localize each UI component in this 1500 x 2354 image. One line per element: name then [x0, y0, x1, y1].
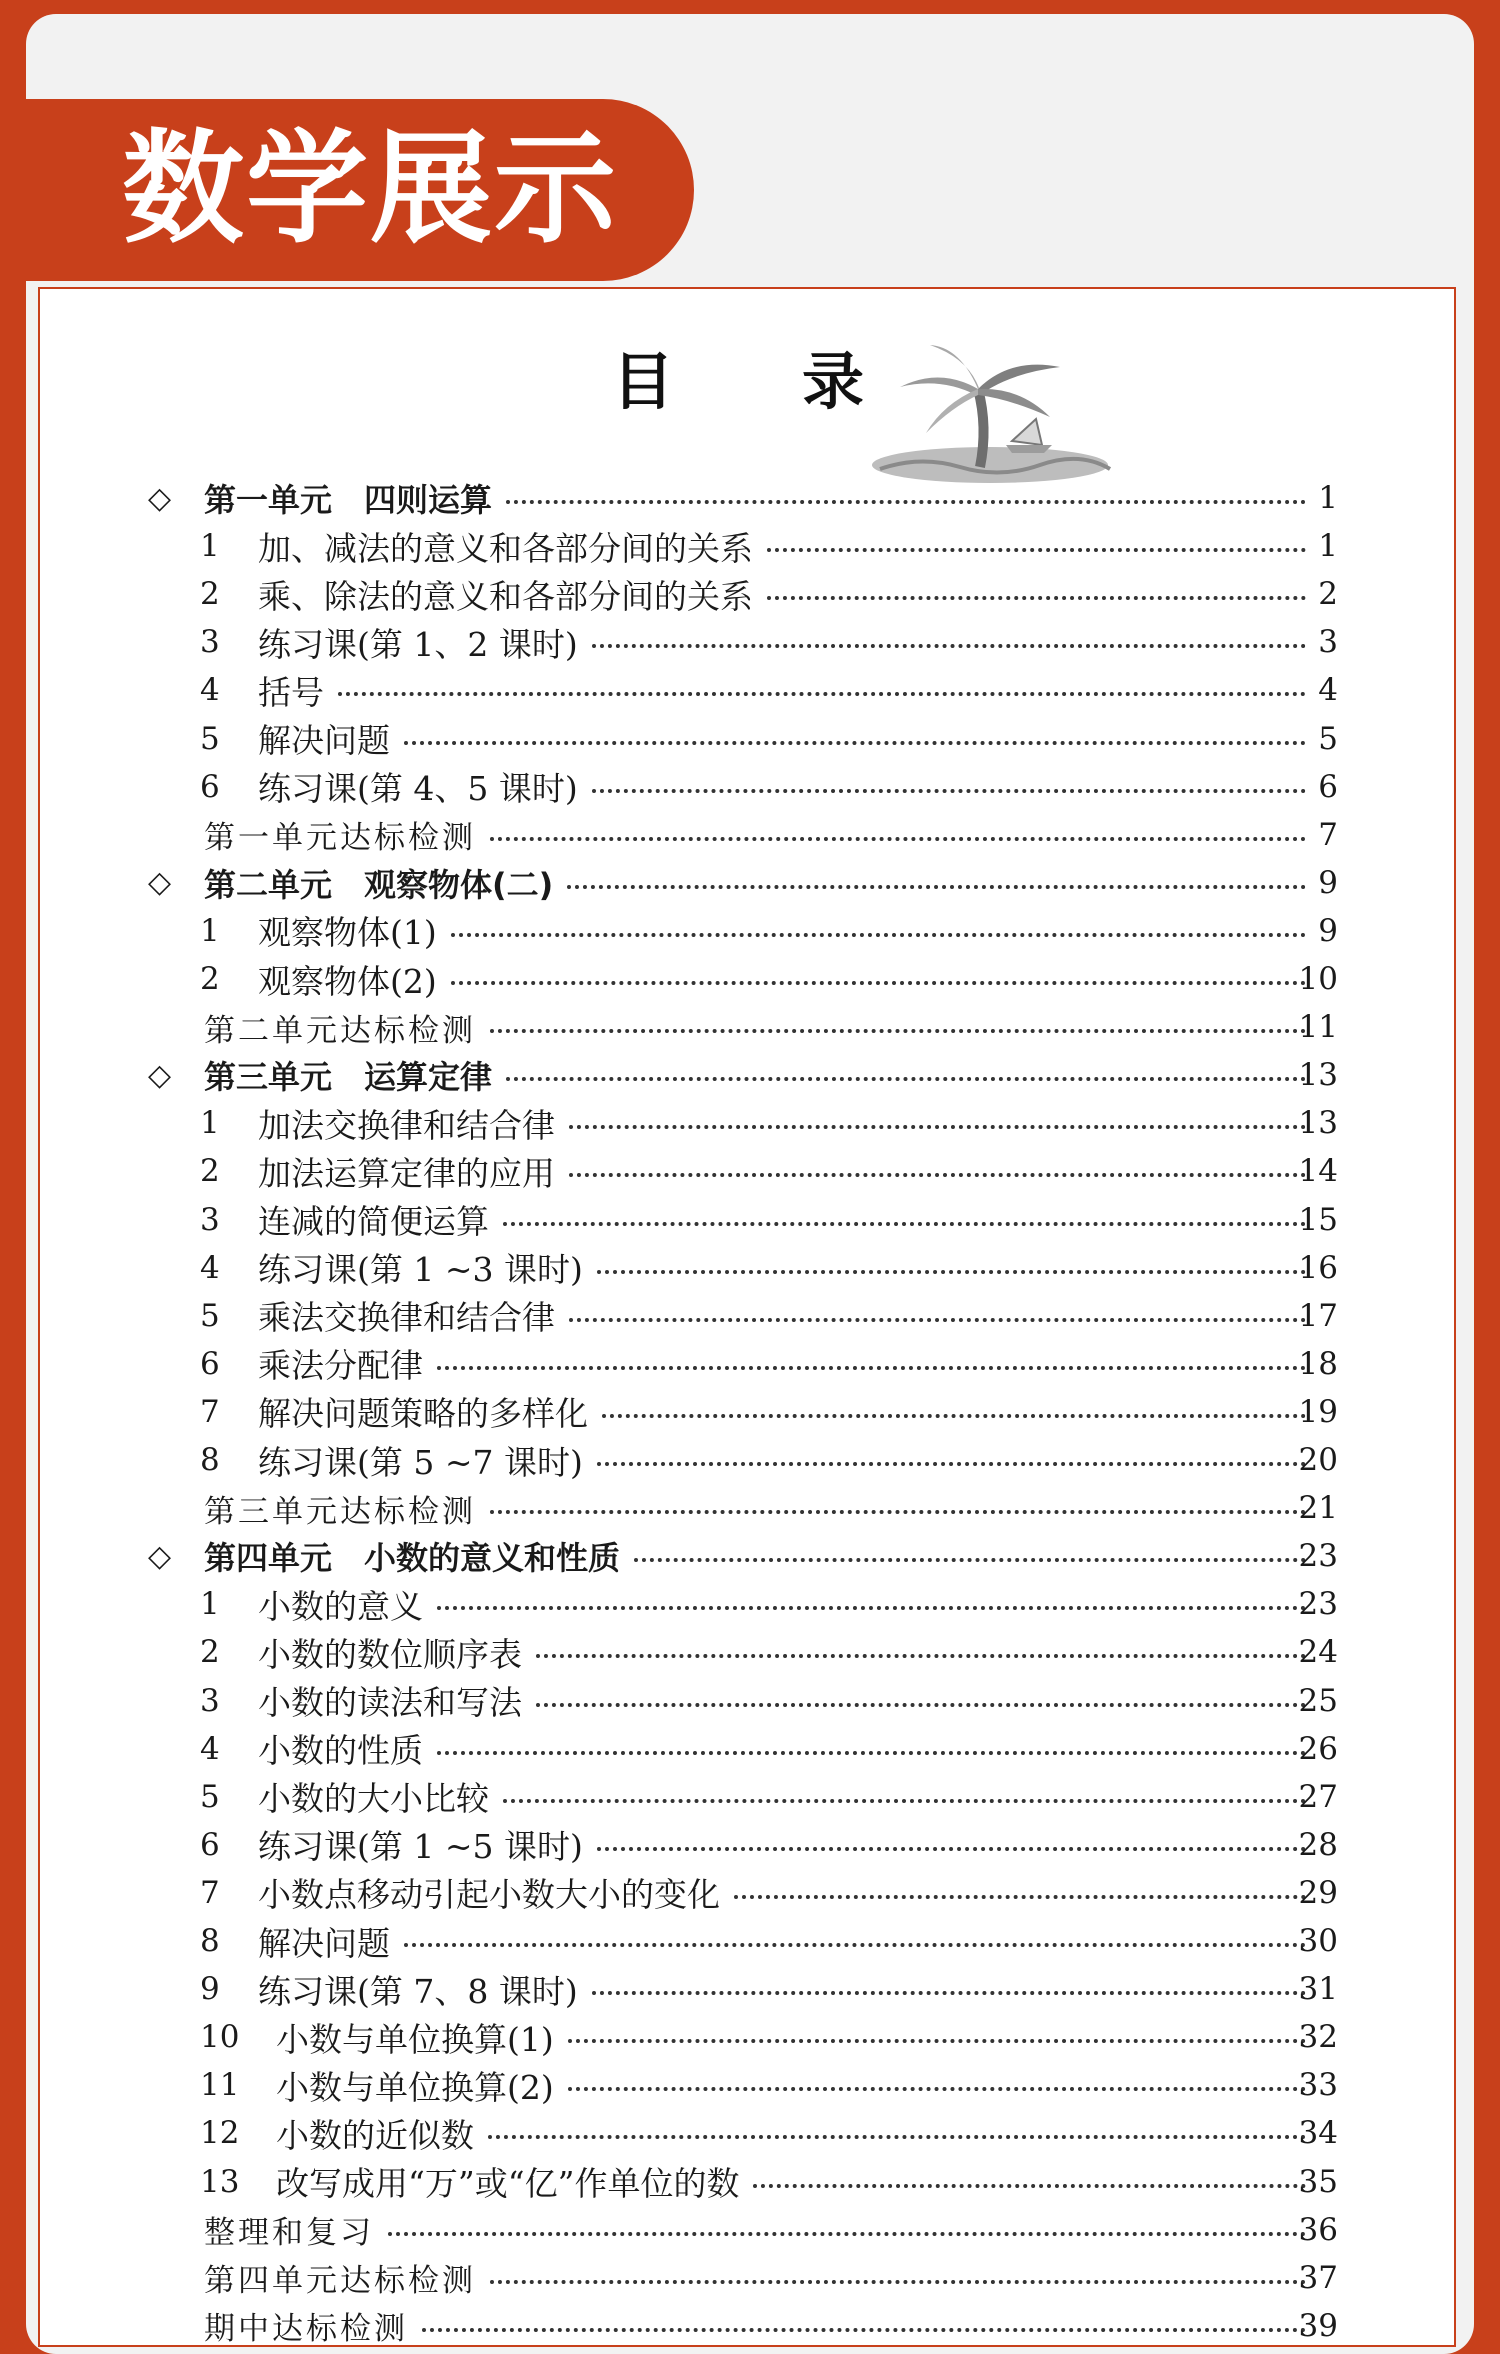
- toc-row-page: 20: [1298, 1442, 1338, 1478]
- toc-row-number: 7: [200, 1393, 220, 1430]
- toc-row-page: 6: [1318, 768, 1338, 805]
- toc-row-number: 2: [200, 576, 220, 613]
- unit-diamond-icon: ◇: [148, 865, 172, 901]
- toc-row[interactable]: [40, 1147, 1458, 1195]
- toc-row-title: 改写成用“万”或“亿”作单位的数: [276, 2164, 740, 2203]
- toc-row-number: 8: [200, 1923, 220, 1959]
- toc-row[interactable]: [40, 763, 1458, 811]
- toc-leader-dots: [569, 1125, 1306, 1129]
- toc-leader-dots: [404, 1943, 1306, 1947]
- toc-row-title: 小数点移动引起小数大小的变化: [258, 1875, 720, 1915]
- toc-row-number: 6: [200, 768, 220, 805]
- toc-row-title: 练习课(第 1 ~5 课时): [258, 1827, 583, 1867]
- toc-row-number: 4: [200, 1730, 220, 1767]
- toc-row-title: 第一单元达标检测: [204, 820, 476, 857]
- toc-row-page: 34: [1298, 2115, 1338, 2152]
- toc-leader-dots: [597, 1847, 1306, 1851]
- toc-leader-dots: [422, 2328, 1306, 2332]
- toc-row-title: 乘法交换律和结合律: [258, 1298, 555, 1338]
- toc-row[interactable]: [40, 955, 1458, 1003]
- toc-heading-char-2: 录: [802, 345, 865, 418]
- toc-leader-dots: [506, 1077, 1306, 1081]
- toc-row-title: 小数与单位换算(2): [276, 2067, 554, 2107]
- toc-row-number: 5: [200, 720, 220, 757]
- toc-row-title: 期中达标检测: [204, 2311, 408, 2348]
- toc-row-page: 32: [1298, 2019, 1338, 2056]
- toc-row-page: 5: [1318, 720, 1338, 757]
- toc-row-title: 整理和复习: [204, 2215, 374, 2252]
- toc-row-number: 3: [200, 624, 220, 661]
- toc-row[interactable]: [40, 2158, 1458, 2206]
- toc-row-title: 练习课(第 1 ~3 课时): [258, 1250, 583, 1290]
- toc-leader-dots: [569, 1173, 1306, 1177]
- toc-row-number: 4: [200, 672, 220, 709]
- toc-row-page: 25: [1298, 1682, 1338, 1719]
- toc-row[interactable]: [40, 1821, 1458, 1869]
- toc-row-title: 加法交换律和结合律: [258, 1105, 555, 1145]
- toc-row-page: 1: [1318, 480, 1338, 516]
- toc-leader-dots: [490, 1029, 1306, 1033]
- toc-leader-dots: [490, 2280, 1306, 2284]
- toc-row-page: 11: [1298, 1009, 1338, 1046]
- toc-row-number: 13: [200, 2163, 240, 2200]
- toc-leader-dots: [536, 1654, 1306, 1658]
- toc-row-number: 3: [200, 1682, 220, 1719]
- toc-leader-dots: [602, 1414, 1306, 1418]
- toc-row-number: 9: [200, 1971, 220, 2008]
- toc-row-page: 37: [1298, 2259, 1338, 2296]
- toc-row-title: 小数的近似数: [276, 2115, 474, 2155]
- toc-row-title: 加、减法的意义和各部分间的关系: [258, 528, 753, 568]
- toc-row-number: 5: [200, 1778, 220, 1815]
- toc-leader-dots: [634, 1558, 1306, 1562]
- toc-row-page: 28: [1298, 1826, 1338, 1863]
- toc-row-number: 11: [200, 2067, 240, 2104]
- toc-leader-dots: [437, 1606, 1306, 1610]
- toc-row-title: 乘、除法的意义和各部分间的关系: [258, 576, 753, 616]
- toc-leader-dots: [536, 1703, 1306, 1707]
- toc-row-number: 6: [200, 1826, 220, 1863]
- toc-row[interactable]: [40, 1003, 1458, 1051]
- toc-row-page: 7: [1318, 816, 1338, 853]
- toc-row-title: 小数的数位顺序表: [258, 1634, 522, 1674]
- toc-leader-dots: [503, 1799, 1306, 1803]
- toc-leader-dots: [437, 1366, 1306, 1370]
- toc-row[interactable]: [40, 2254, 1458, 2302]
- toc-leader-dots: [437, 1751, 1306, 1755]
- toc-row[interactable]: [40, 2109, 1458, 2157]
- toc-row[interactable]: [40, 1532, 1458, 1580]
- toc-row-number: 12: [200, 2115, 240, 2152]
- toc-row[interactable]: [40, 666, 1458, 714]
- toc-row-page: 23: [1298, 1586, 1338, 1623]
- toc-heading: [40, 337, 1458, 427]
- toc-leader-dots: [490, 1510, 1306, 1514]
- title-banner: [26, 99, 694, 281]
- toc-row-number: 3: [200, 1201, 220, 1238]
- toc-leader-dots: [451, 933, 1306, 937]
- toc-row-page: 36: [1298, 2211, 1338, 2248]
- toc-row-title: 练习课(第 4、5 课时): [258, 769, 578, 809]
- toc-row[interactable]: [40, 1628, 1458, 1676]
- unit-diamond-icon: ◇: [148, 480, 172, 516]
- toc-leader-dots: [338, 692, 1306, 696]
- toc-leader-dots: [592, 644, 1306, 648]
- toc-row[interactable]: [40, 1677, 1458, 1725]
- toc-row-number: 8: [200, 1442, 220, 1478]
- toc-row-title: 加法运算定律的应用: [258, 1153, 555, 1193]
- toc-row[interactable]: [40, 1436, 1458, 1484]
- toc-row-page: 14: [1298, 1153, 1338, 1190]
- toc-row[interactable]: [40, 522, 1458, 570]
- toc-row[interactable]: [40, 1196, 1458, 1244]
- toc-row-number: 5: [200, 1297, 220, 1334]
- toc-row[interactable]: [40, 618, 1458, 666]
- toc-row[interactable]: [40, 1917, 1458, 1965]
- toc-row-page: 9: [1318, 912, 1338, 949]
- toc-row[interactable]: [40, 811, 1458, 859]
- toc-row[interactable]: [40, 2302, 1458, 2350]
- toc-leader-dots: [506, 500, 1306, 504]
- toc-row-number: 1: [200, 528, 220, 565]
- toc-leader-dots: [568, 2039, 1306, 2043]
- toc-leader-dots: [567, 885, 1306, 889]
- toc-leader-dots: [734, 1895, 1306, 1899]
- toc-row-page: 18: [1298, 1345, 1338, 1382]
- palm-island-illustration-icon: [860, 337, 1120, 497]
- toc-row-page: 10: [1298, 961, 1338, 997]
- toc-row[interactable]: [40, 2061, 1458, 2109]
- toc-leader-dots: [488, 2135, 1306, 2139]
- toc-row-number: 1: [200, 1586, 220, 1623]
- toc-row-page: 19: [1298, 1393, 1338, 1430]
- toc-leader-dots: [597, 1462, 1306, 1466]
- toc-row[interactable]: [40, 1773, 1458, 1821]
- toc-row-page: 13: [1298, 1057, 1338, 1094]
- toc-row[interactable]: [40, 1292, 1458, 1340]
- toc-row-number: 7: [200, 1874, 220, 1911]
- toc-row-title: 观察物体(1): [258, 913, 437, 953]
- toc-row-number: 2: [200, 1153, 220, 1190]
- toc-leader-dots: [753, 2184, 1306, 2188]
- toc-row-page: 33: [1298, 2067, 1338, 2104]
- toc-heading-char-1: 目: [612, 345, 675, 418]
- toc-leader-dots: [767, 548, 1306, 552]
- toc-row-title: 第二单元 观察物体(二): [204, 865, 554, 904]
- toc-row[interactable]: [40, 1099, 1458, 1147]
- toc-row-title: 解决问题策略的多样化: [258, 1394, 588, 1434]
- toc-leader-dots: [592, 789, 1306, 793]
- toc-leader-dots: [388, 2232, 1306, 2236]
- toc-row-title: 小数的读法和写法: [258, 1683, 522, 1722]
- book-page: [38, 287, 1456, 2347]
- toc-row[interactable]: [40, 1051, 1458, 1099]
- toc-row[interactable]: [40, 1965, 1458, 2013]
- toc-row-page: 13: [1298, 1105, 1338, 1142]
- toc-row-title: 解决问题: [258, 1923, 390, 1963]
- toc-row-title: 乘法分配律: [258, 1346, 423, 1386]
- toc-row[interactable]: [40, 1484, 1458, 1532]
- toc-row-title: 观察物体(2): [258, 961, 437, 1001]
- banner-title: 数学展示: [122, 118, 618, 260]
- toc-row[interactable]: [40, 1244, 1458, 1292]
- toc-row-page: 39: [1298, 2307, 1338, 2344]
- toc-row-page: 24: [1298, 1634, 1338, 1671]
- toc-row-title: 小数的意义: [258, 1586, 423, 1626]
- toc-leader-dots: [592, 1991, 1306, 1995]
- toc-row-page: 15: [1298, 1201, 1338, 1238]
- toc-row-title: 小数的大小比较: [258, 1779, 489, 1819]
- toc-row-title: 第二单元达标检测: [204, 1012, 476, 1049]
- unit-diamond-icon: ◇: [148, 1538, 172, 1574]
- toc-row-page: 16: [1298, 1249, 1338, 1286]
- toc-row-title: 练习课(第 1、2 课时): [258, 624, 578, 664]
- toc-row-title: 小数与单位换算(1): [276, 2019, 554, 2059]
- toc-row[interactable]: [40, 474, 1458, 522]
- toc-row-number: 6: [200, 1345, 220, 1382]
- toc-row-title: 小数的性质: [258, 1731, 423, 1771]
- toc-row-number: 1: [200, 1105, 220, 1142]
- toc-row-title: 第四单元 小数的意义和性质: [204, 1539, 621, 1578]
- toc-row-number: 2: [200, 961, 220, 997]
- toc-row-title: 第四单元达标检测: [204, 2263, 476, 2300]
- toc-row[interactable]: [40, 2013, 1458, 2061]
- toc-row-page: 9: [1318, 864, 1338, 901]
- toc-row-page: 17: [1298, 1297, 1338, 1334]
- toc-row-title: 连减的简便运算: [258, 1202, 489, 1241]
- toc-row-page: 4: [1318, 672, 1338, 709]
- toc-row-page: 3: [1318, 624, 1338, 661]
- unit-diamond-icon: ◇: [148, 1057, 172, 1093]
- toc-row-page: 27: [1298, 1778, 1338, 1815]
- toc-leader-dots: [568, 2087, 1306, 2091]
- toc-row-title: 第三单元 运算定律: [204, 1058, 493, 1097]
- toc-row[interactable]: [40, 1340, 1458, 1388]
- toc-row-number: 1: [200, 912, 220, 949]
- toc-row[interactable]: [40, 907, 1458, 955]
- toc-row-page: 23: [1298, 1538, 1338, 1575]
- toc-row-page: 21: [1298, 1490, 1338, 1527]
- toc-leader-dots: [569, 1318, 1306, 1322]
- toc-leader-dots: [503, 1222, 1306, 1226]
- toc-row-page: 29: [1298, 1874, 1338, 1911]
- toc-row[interactable]: [40, 1725, 1458, 1773]
- toc-leader-dots: [490, 837, 1306, 841]
- toc-leader-dots: [404, 741, 1306, 745]
- toc-row-number: 4: [200, 1249, 220, 1286]
- toc-row-number: 2: [200, 1634, 220, 1671]
- toc-row-title: 第三单元达标检测: [204, 1493, 476, 1530]
- toc-row[interactable]: [40, 1580, 1458, 1628]
- toc-row-page: 31: [1298, 1971, 1338, 2008]
- toc-row[interactable]: [40, 715, 1458, 763]
- toc-row[interactable]: [40, 570, 1458, 618]
- toc-row[interactable]: [40, 859, 1458, 907]
- toc-row-number: 10: [200, 2019, 240, 2056]
- toc-row-page: 1: [1318, 528, 1338, 565]
- toc-leader-dots: [597, 1270, 1306, 1274]
- toc-row-page: 2: [1318, 576, 1338, 613]
- toc-row[interactable]: [40, 1388, 1458, 1436]
- toc-row-page: 35: [1298, 2163, 1338, 2200]
- toc-row[interactable]: [40, 2206, 1458, 2254]
- toc-row-title: 括号: [258, 672, 324, 712]
- toc-row-title: 第一单元 四则运算: [204, 481, 493, 519]
- toc-leader-dots: [451, 981, 1306, 985]
- toc-row-page: 26: [1298, 1730, 1338, 1767]
- toc-row-title: 练习课(第 5 ~7 课时): [258, 1442, 583, 1482]
- toc-row[interactable]: [40, 1869, 1458, 1917]
- toc-row-title: 解决问题: [258, 721, 390, 760]
- toc-row-title: 练习课(第 7、8 课时): [258, 1971, 578, 2011]
- toc-row-page: 30: [1298, 1923, 1338, 1959]
- toc-leader-dots: [767, 596, 1306, 600]
